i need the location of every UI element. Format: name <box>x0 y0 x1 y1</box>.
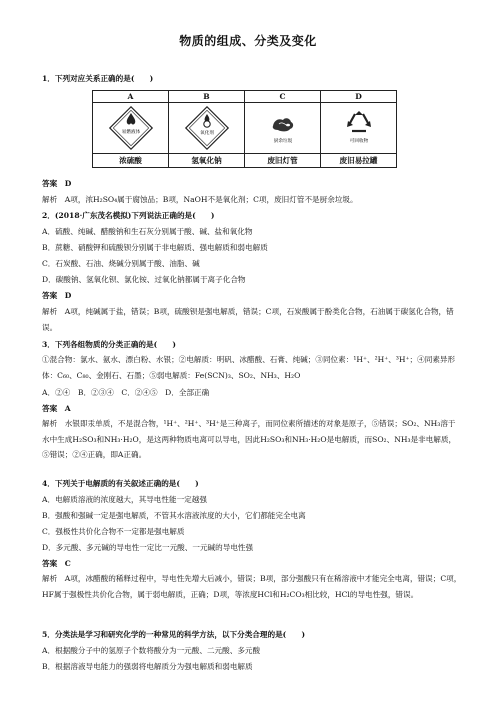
table-item-c: 废旧灯管 <box>245 154 321 168</box>
table-header-d: D <box>321 91 397 103</box>
question-4-answer: 答案 C <box>42 559 71 568</box>
table-icon-cell-c <box>245 103 321 154</box>
icon-label-c: 厨余垃圾 <box>273 139 292 144</box>
question-2-answer: 答案 D <box>42 291 72 300</box>
icon-label-d: 可回收物 <box>349 139 368 144</box>
table-icon-cell-b <box>169 103 245 154</box>
question-1-stem: 1．下列对应关系正确的是( ) <box>42 74 154 83</box>
question-2-option-a: A．硫酸、纯碱、醋酸钠和生石灰分别属于酸、碱、盐和氧化物 <box>42 227 253 236</box>
question-2-option-b: B．蔗糖、硝酸钾和硫酸钡分别属于非电解质、强电解质和弱电解质 <box>42 243 268 252</box>
page-title: 物质的组成、分类及变化 <box>179 34 317 48</box>
icon-label-a: 易燃液体 <box>121 130 140 135</box>
question-4-option-d: D．多元酸、多元碱的导电性一定比一元酸、一元碱的导电性强 <box>42 543 254 552</box>
table-icon-cell-a <box>93 103 169 154</box>
table-icon-cell-d <box>321 103 397 154</box>
question-4-stem: 4．下列关于电解质的有关叙述正确的是( ) <box>42 479 199 488</box>
question-4-option-c: C．强极性共价化合物不一定都是强电解质 <box>42 527 185 536</box>
question-1-answer: 答案 D <box>42 179 72 188</box>
recycle-icon <box>335 104 383 152</box>
question-5-option-a: A．根据酸分子中的氢原子个数将酸分为一元酸、二元酸、多元酸 <box>42 646 261 655</box>
oxidizer-icon <box>183 104 231 152</box>
question-4-option-a: A．电解质溶液的浓度越大，其导电性能一定越强 <box>42 495 207 504</box>
question-3-stem: 3．下列各组物质的分类正确的是( ) <box>42 340 176 349</box>
table-header-a: A <box>93 91 169 103</box>
question-4-option-b: B．强酸和强碱一定是强电解质，不管其水溶液浓度的大小，它们都能完全电离 <box>42 511 306 520</box>
question-1-table <box>92 90 397 168</box>
question-5-stem: 5．分类法是学习和研究化学的一种常见的科学方法，以下分类合理的是( ) <box>42 630 306 639</box>
question-1-analysis: 解析 A项，浓H₂SO₄属于腐蚀品；B项，NaOH不是氧化剂；C项，废旧灯管不是厨余垃圾。 <box>42 195 358 204</box>
question-3-options: A．②④ B．②③④ C．②④⑤ D．全部正确 <box>42 388 210 397</box>
table-item-d: 废旧易拉罐 <box>321 154 397 168</box>
kitchen-waste-icon <box>259 104 307 152</box>
question-2-option-c: C．石炭酸、石油、烧碱分别属于酸、油脂、碱 <box>42 259 200 268</box>
question-5-option-b: B．根据溶液导电能力的强弱将电解质分为强电解质和弱电解质 <box>42 662 253 671</box>
question-2-stem: 2．(2018·广东茂名模拟)下列说法正确的是( ) <box>42 211 215 220</box>
question-3-analysis: 解析 水银即汞单质，不是混合物，¹H⁺、²H⁺、³H⁺是三种离子，而同位素所描述的对象是原子，⑤错误；SO₂、NH₃溶于水中生成H₂SO₃和NH₃·H₂O，是这两种物质电离可以导电，因此H₂SO₃和NH₃·H₂O是电解质，而SO₂、NH₃是非电解质，⑤错误；②④正确，即A正确。 <box>42 419 457 459</box>
flammable-liquid-icon <box>107 104 155 152</box>
table-item-b: 氢氧化钠 <box>169 154 245 168</box>
icon-label-b: 氧化剂 <box>199 131 214 136</box>
table-header-c: C <box>245 91 321 103</box>
table-header-b: B <box>169 91 245 103</box>
question-2-option-d: D．碳酸钠、氢氧化钡、氯化铵、过氧化钠都属于离子化合物 <box>42 275 246 284</box>
question-4-analysis: 解析 A项，冰醋酸的稀释过程中，导电性先增大后减小，错误；B项，部分强酸只有在稀溶液中才能完全电离，错误；C项，HF属于强极性共价化合物，属于弱电解质，正确；D项，等浓度HCl和H₂CO₃相比较，HCl的导电性强，错误。 <box>42 574 462 599</box>
question-3-body: ①混合物：氯水、氨水、漂白粉、水银；②电解质：明矾、冰醋酸、石膏、纯碱；③同位素：¹H⁺、²H⁺、³H⁺；④同素异形体：C₆₀、C₈₀、金刚石、石墨；⑤弱电解质：Fe(SCN)₃、SO₂、NH₃、H₂O <box>42 355 456 380</box>
table-item-a: 浓硫酸 <box>93 154 169 168</box>
question-2-analysis: 解析 A项，纯碱属于盐，错误；B项，硫酸钡是强电解质，错误；C项，石炭酸属于酚类化合物，石油属于碳氢化合物，错误。 <box>42 307 454 332</box>
question-3-answer: 答案 A <box>42 404 71 413</box>
